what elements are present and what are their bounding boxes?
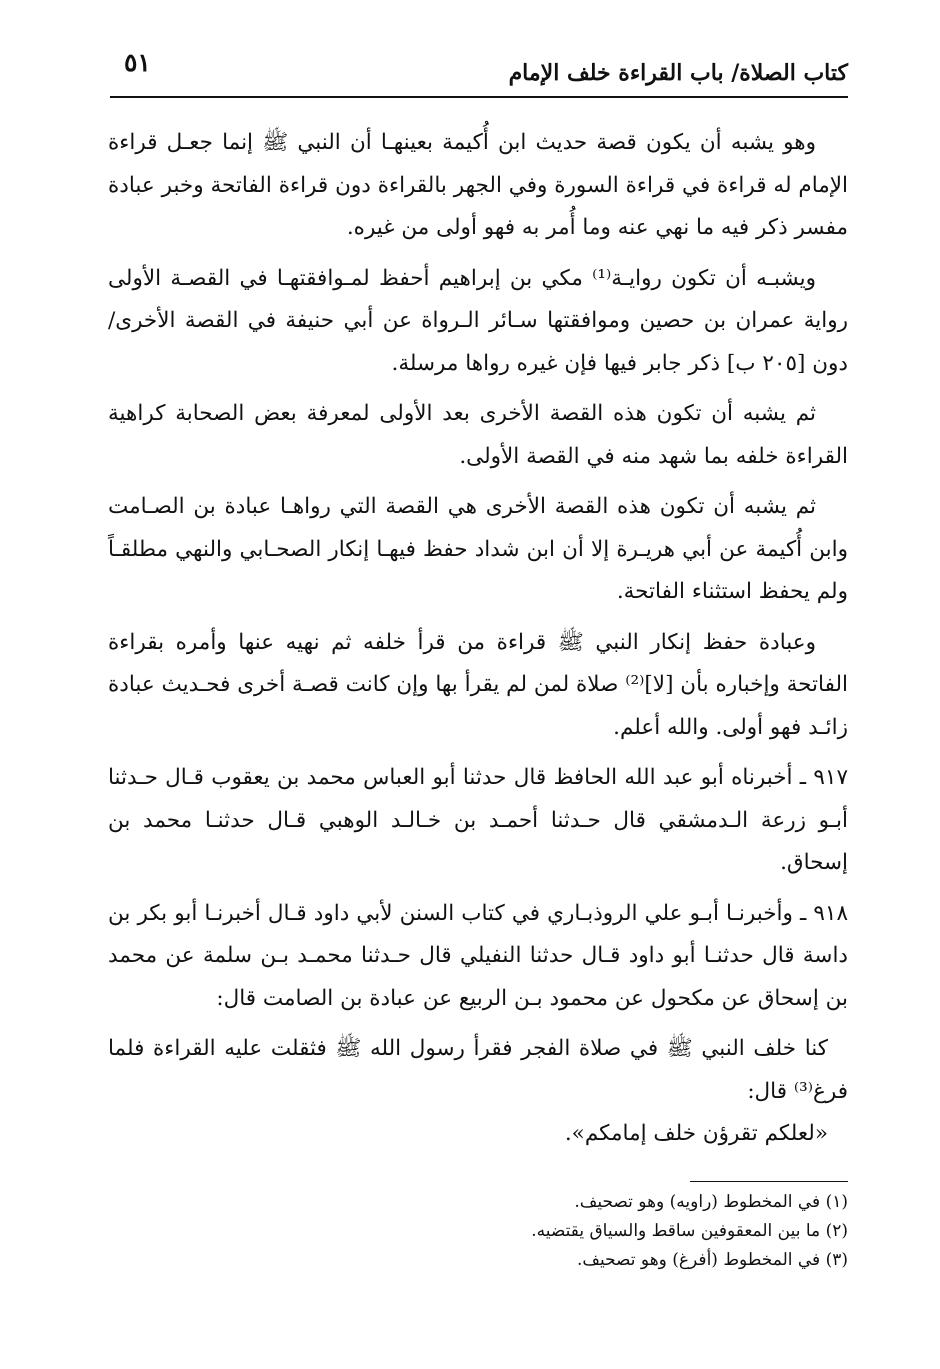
header-divider bbox=[110, 96, 848, 98]
page-number: ٥١ bbox=[124, 48, 151, 77]
hadith-quote: «لعلكم تقرؤن خلف إمامكم». bbox=[564, 1121, 828, 1146]
paragraph: وعبادة حفظ إنكار النبي ﷺ قراءة من قرأ خلفه ثم نهيه عنها وأمره بقراءة الفاتحة وإخباره بأن [لا]⁽²⁾ صلاة لمن لم يقرأ بها وإن كانت قصـة أخرى فحـديث عبادة زائـد فهو أولى. والله أعلم. bbox=[108, 629, 848, 740]
footnote-1: (١) في المخطوط (راويه) وهو تصحيف. bbox=[574, 1192, 848, 1212]
paragraph: ثم يشبه أن تكون هذه القصة الأخرى بعد الأولى لمعرفة بعض الصحابة كراهية القراءة خلفه بما شهد منه في القصة الأولى. bbox=[108, 401, 848, 469]
hadith-text: كنا خلف النبي ﷺ في صلاة الفجر فقرأ رسول الله ﷺ فثقلت عليه القراءة فلما فرغ⁽³⁾ قال: bbox=[108, 1036, 848, 1104]
chapter-title: كتاب الصلاة/ باب القراءة خلف الإمام bbox=[508, 60, 848, 86]
footnote-divider bbox=[690, 1181, 848, 1182]
hadith-chain-918: ٩١٨ ـ وأخبرنـا أبـو علي الروذبـاري في كتاب السنن لأبي داود قـال أخبرنـا أبو بكر بن داسة قال حدثنـا أبو داود قـال حدثنا النفيلي قال حـدثنا محمـد بـن سلمة عن محمد بن إسحاق عن مكحول عن محمود بـن الربيع عن عبادة بن الصامت قال: bbox=[108, 900, 848, 1011]
running-header bbox=[110, 48, 848, 94]
footnotes bbox=[108, 1188, 848, 1275]
paragraph: ثم يشبه أن تكون هذه القصة الأخرى هي القصة التي رواهـا عبادة بن الصـامت وابن أُكيمة عن أبي هريـرة إلا أن ابن شداد حفظ فيهـا إنكار الصحـابي والنهي مطلقـاً ولم يحفظ استثناء الفاتحة. bbox=[108, 494, 848, 604]
footnote-2: (٢) ما بين المعقوفين ساقط والسياق يقتضيه. bbox=[531, 1221, 848, 1241]
hadith-chain-917: ٩١٧ ـ أخبرناه أبو عبد الله الحافظ قال حدثنا أبو العباس محمد بن يعقوب قـال حـدثنا أبـو زرعة الـدمشقي قال حـدثنا أحمـد بن خـالـد الوهبي قـال حدثنـا محمد بن إسحاق. bbox=[108, 765, 848, 875]
footnote-3: (٣) في المخطوط (أفرغ) وهو تصحيف. bbox=[576, 1250, 848, 1270]
paragraph: ويشبـه أن تكون روايـة⁽¹⁾ مكي بن إبراهيم أحفظ لمـوافقتهـا في القصـة الأولى رواية عمران بن حصين وموافقتها سـائر الـرواة عن أبي حنيفة في القصة الأخرى/ دون [٢٠٥ ب] ذكر جابر فيها فإن غيره رواها مرسلة. bbox=[108, 265, 848, 376]
paragraph: وهو يشبه أن يكون قصة حديث ابن أُكيمة بعينهـا أن النبي ﷺ إنما جعـل قراءة الإمام له قراءة في قراءة السورة وفي الجهر بالقراءة دون قراءة الفاتحة وخبر عبادة مفسر ذكر فيه ما نهي عنه وما أُمر به فهو أولى من غيره. bbox=[108, 130, 848, 240]
main-text bbox=[108, 122, 848, 1156]
